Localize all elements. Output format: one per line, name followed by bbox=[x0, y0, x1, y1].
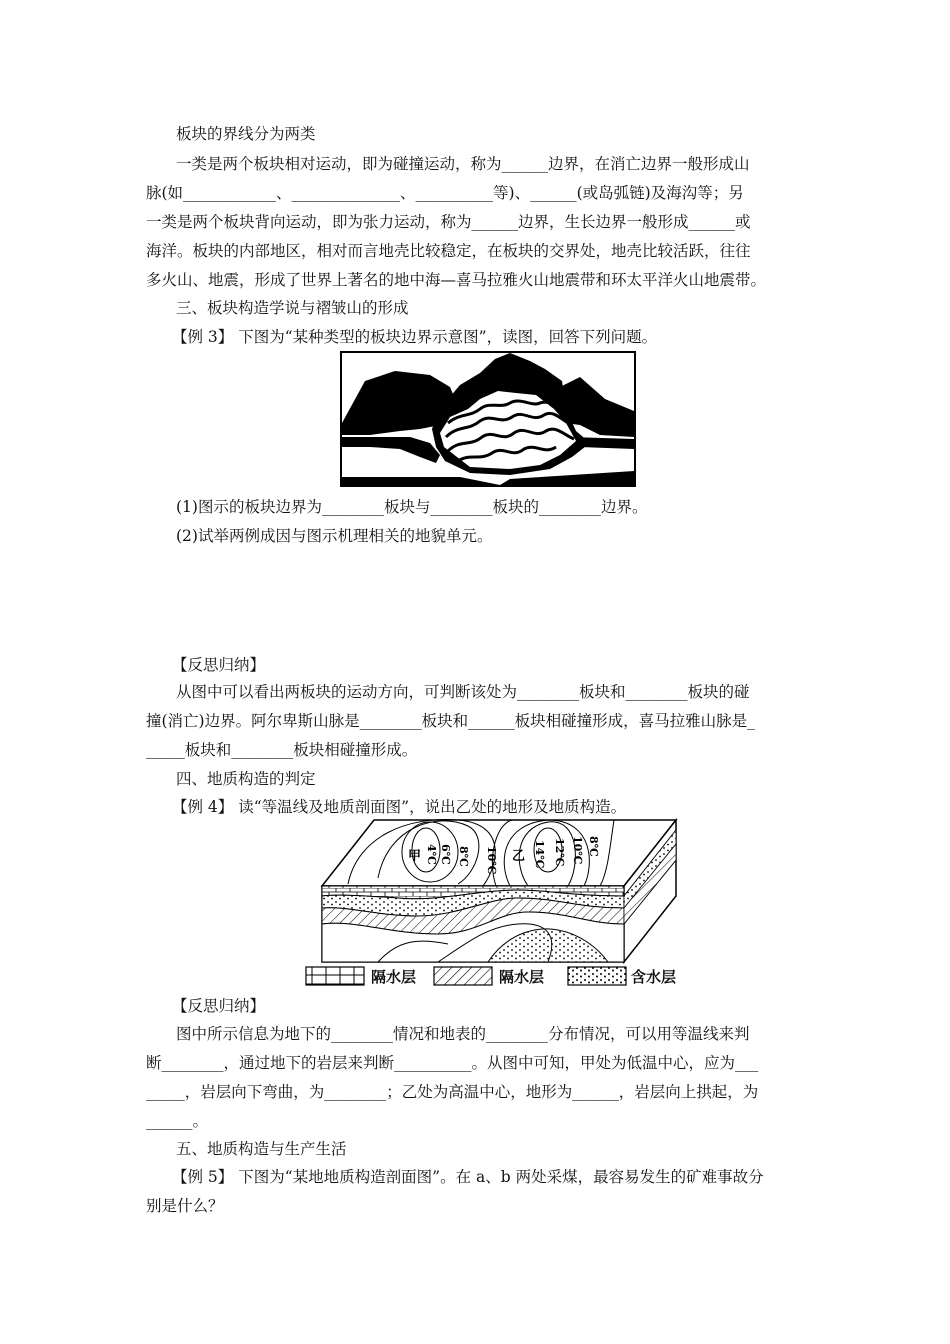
text-line: _____板块和________板块相碰撞形成。 bbox=[146, 741, 418, 759]
label-jia: 甲 bbox=[408, 849, 422, 864]
example-question: 【例 4】 读“等温线及地质剖面图”，说出乙处的地形及地质构造。 bbox=[172, 798, 627, 816]
legend-swatch-brick bbox=[305, 966, 365, 986]
reflection-heading: 【反思归纳】 bbox=[172, 656, 266, 674]
text-line: ______。 bbox=[146, 1112, 209, 1130]
legend-swatch-hatch bbox=[433, 966, 493, 986]
section-heading: 五、地质构造与生产生活 bbox=[176, 1140, 347, 1158]
figure-legend bbox=[305, 964, 685, 988]
label-t10a: 10℃ bbox=[485, 846, 498, 875]
label-t4: 4℃ bbox=[425, 844, 438, 865]
text-line: 撞(消亡)边界。阿尔卑斯山脉是________板块和______板块相碰撞形成，喜马拉雅山脉是_ bbox=[146, 712, 755, 730]
text-line: 多火山、地震，形成了世界上著名的地中海—喜马拉雅火山地震带和环太平洋火山地震带。 bbox=[146, 271, 767, 289]
text-line: _____，岩层向下弯曲，为________；乙处为高温中心，地形为______，岩层向上拱起，为 bbox=[146, 1083, 759, 1101]
text-line: 别是什么？ bbox=[146, 1197, 224, 1215]
example-question: 【例 5】 下图为“某地地质构造剖面图”。在 a、b 两处采煤，最容易发生的矿难事故分 bbox=[172, 1168, 764, 1186]
text-line: 脉(如____________、______________、__________等)、______(或岛弧链)及海沟等；另 bbox=[146, 184, 744, 202]
label-t8b: 8℃ bbox=[587, 836, 600, 857]
legend-label-3: 含水层 bbox=[631, 968, 677, 986]
label-t14: 14℃ bbox=[533, 840, 546, 869]
text-line: 板块的界线分为两类 bbox=[176, 125, 316, 143]
text-line: 一类是两个板块背向运动，即为张力运动，称为______边界，生长边界一般形成______或 bbox=[146, 213, 751, 231]
text-line: 断________，通过地下的岩层来判断__________。从图中可知，甲处为低温中心，应为___ bbox=[146, 1054, 759, 1072]
text-line: 海洋。板块的内部地区，相对而言地壳比较稳定，在板块的交界处，地壳比较活跃，往往 bbox=[146, 242, 751, 260]
text-line: 一类是两个板块相对运动，即为碰撞运动，称为______边界，在消亡边界一般形成山 bbox=[176, 155, 750, 173]
label-t8a: 8℃ bbox=[457, 846, 470, 867]
label-yi: 乙 bbox=[512, 849, 526, 864]
question-1: (1)图示的板块边界为________板块与________板块的________边界。 bbox=[176, 498, 648, 516]
section-heading: 四、地质构造的判定 bbox=[176, 770, 316, 788]
text-line: 从图中可以看出两板块的运动方向，可判断该处为________板块和________板块的碰 bbox=[176, 683, 750, 701]
legend-label-2: 隔水层 bbox=[499, 968, 545, 986]
text-line: 图中所示信息为地下的________情况和地表的________分布情况，可以用等温线来判 bbox=[176, 1025, 750, 1043]
label-t6: 6℃ bbox=[439, 844, 452, 865]
label-t12: 12℃ bbox=[553, 838, 566, 867]
legend-swatch-dots bbox=[567, 966, 627, 986]
question-2: (2)试举两例成因与图示机理相关的地貌单元。 bbox=[176, 527, 493, 545]
label-t10b: 10℃ bbox=[571, 836, 584, 865]
reflection-heading: 【反思归纳】 bbox=[172, 997, 266, 1015]
section-heading: 三、板块构造学说与褶皱山的形成 bbox=[176, 299, 409, 317]
plate-boundary-figure bbox=[340, 351, 636, 487]
example-question: 【例 3】 下图为“某种类型的板块边界示意图”，读图，回答下列问题。 bbox=[172, 328, 658, 346]
legend-label-1: 隔水层 bbox=[371, 968, 417, 986]
